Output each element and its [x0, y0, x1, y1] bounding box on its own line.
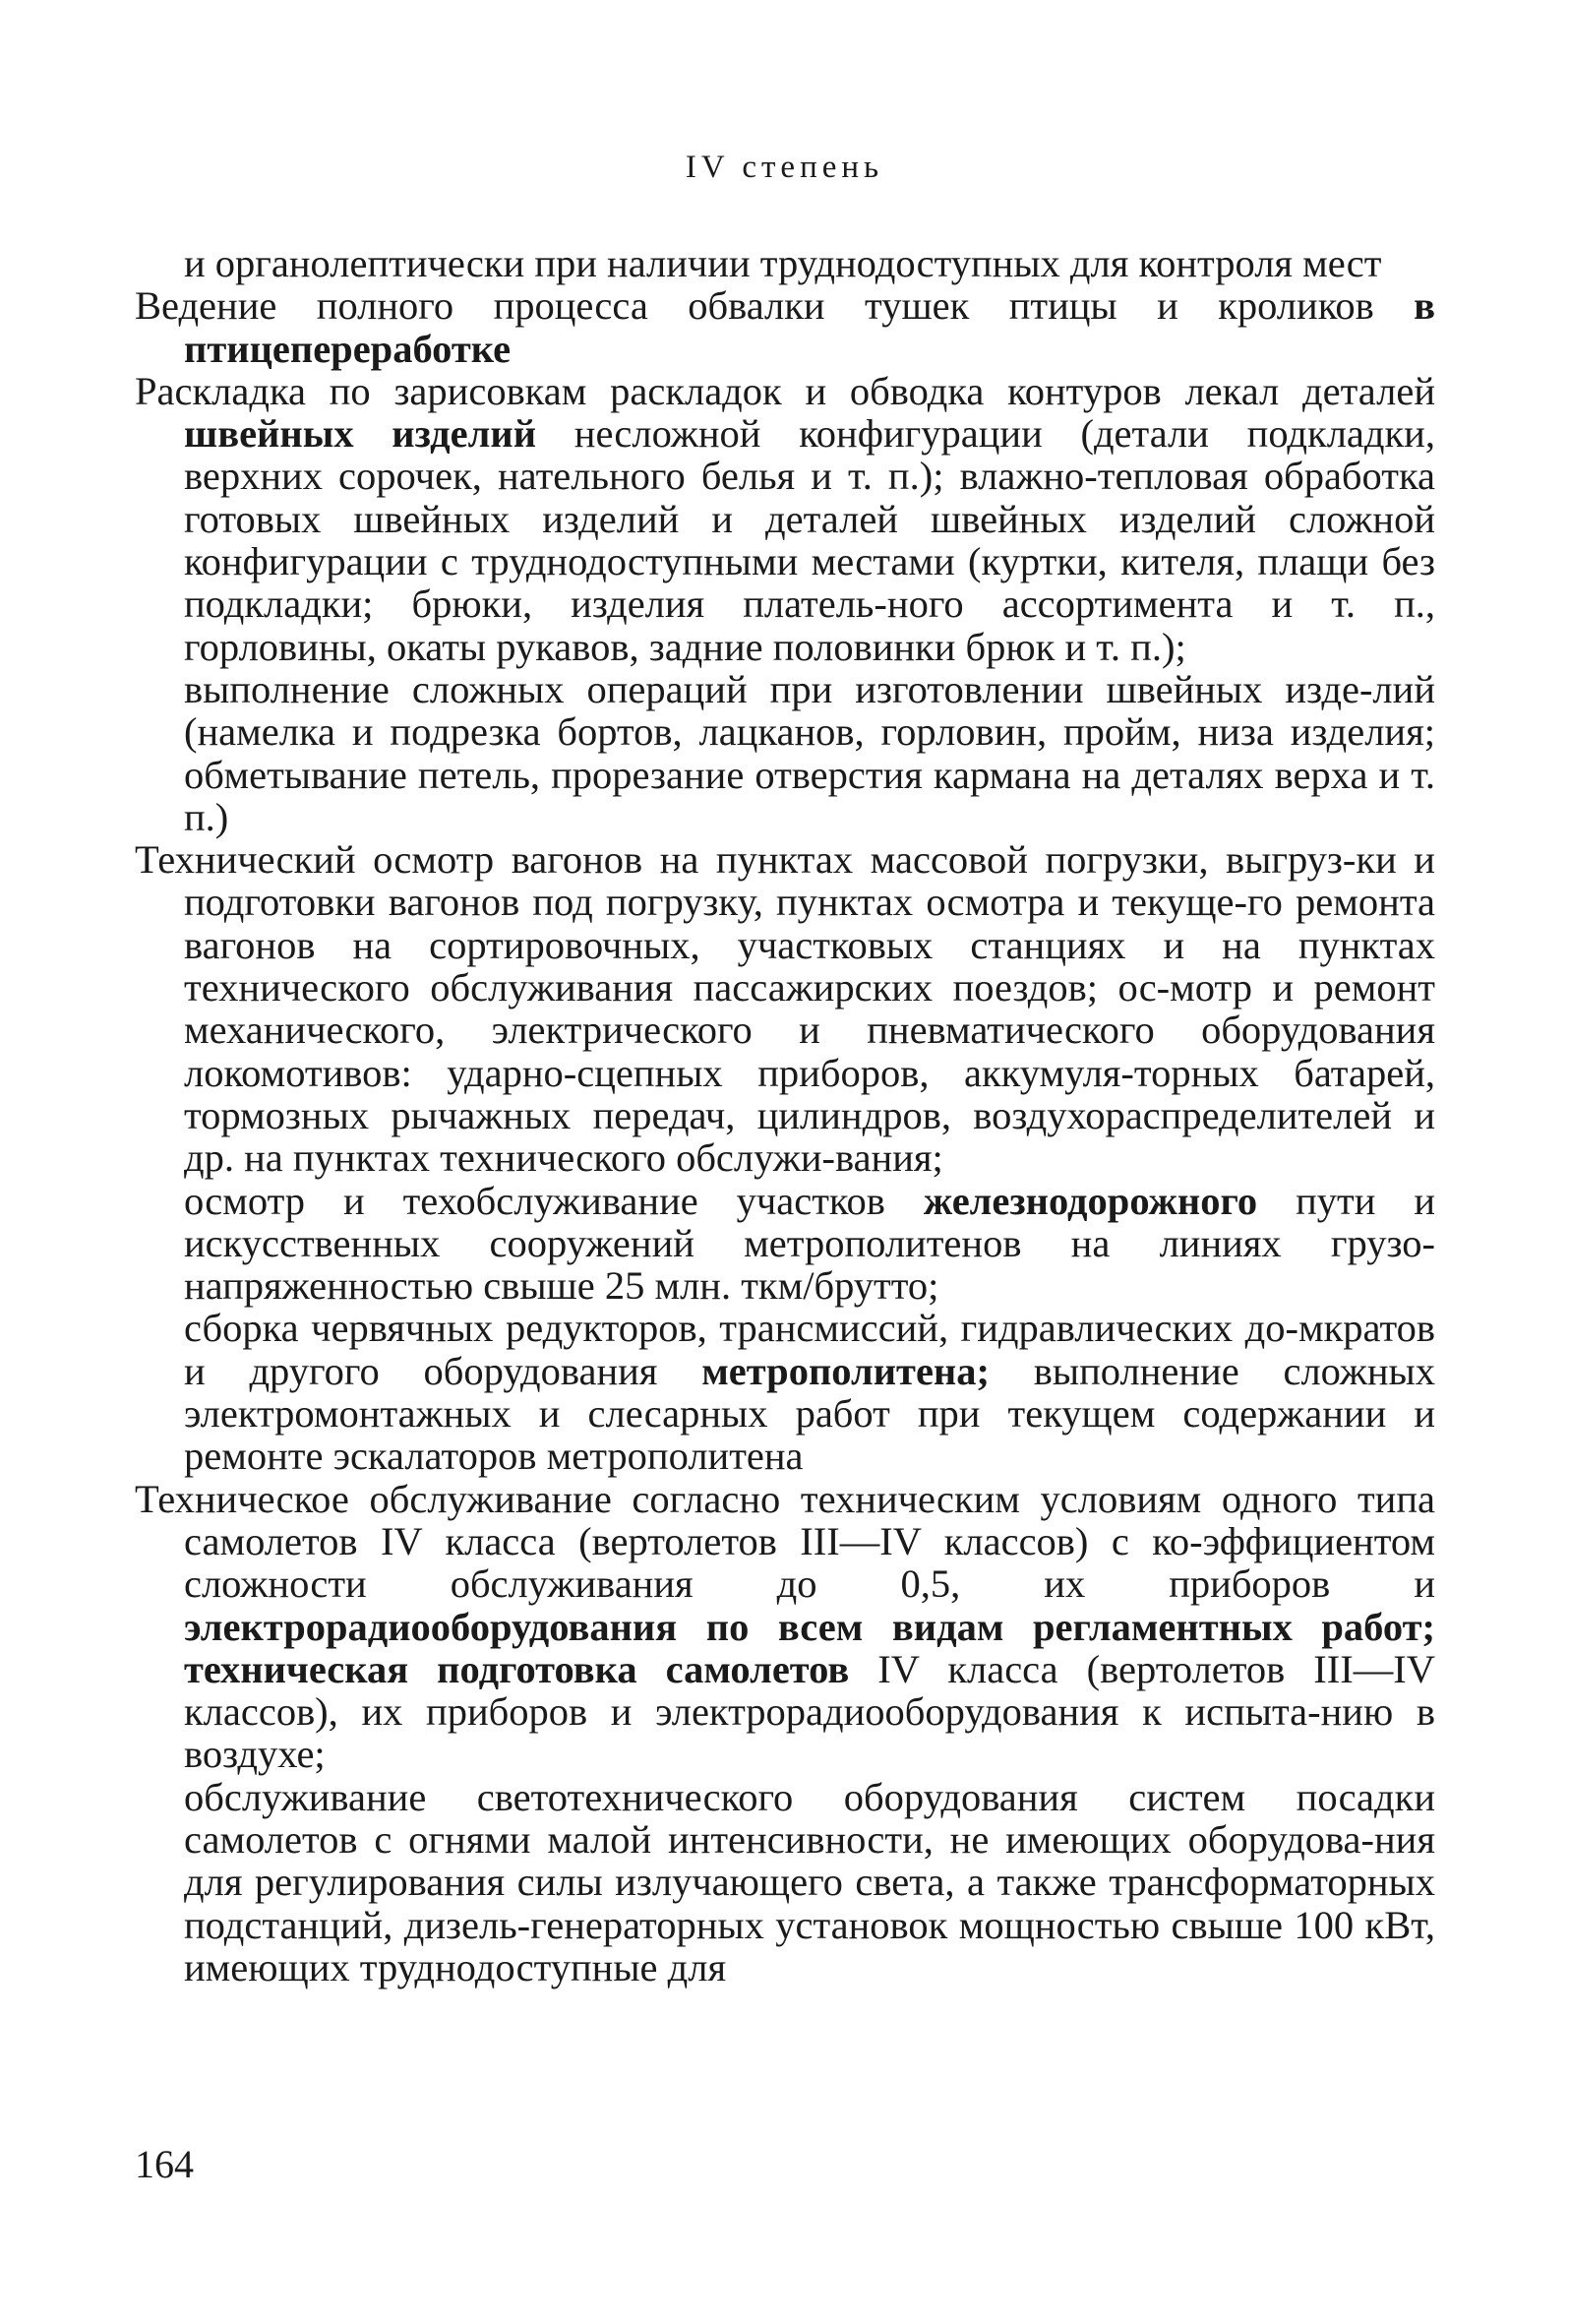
sub-paragraph [135, 668, 1435, 838]
text-run: выполнение сложных операций при изготовлении швейных изде-лий (намелка и подрезка бортов, лацканов, горловин, пройм, низа изделия; обметывание петель, прорезание отверстия кармана на деталях верха и т. п.) [184, 666, 1435, 839]
bold-text-run: метрополитена; [701, 1348, 990, 1393]
bold-text-run: швейных изделий [184, 411, 537, 457]
text-run: сборка червячных редукторов, трансмиссий, гидравлических до-мкратов и другого оборудования [184, 1306, 1435, 1393]
bold-text-run: в птицепереработке [184, 283, 1435, 371]
text-run: пути и искусственных сооружений метрополитенов на линиях грузо-напряженностью свыше 25 млн. ткм/брутто; [184, 1178, 1435, 1309]
page-number: 164 [135, 2142, 194, 2186]
text-run: обслуживание светотехнического оборудования систем посадки самолетов с огнями малой интенсивности, не имеющих оборудова-ния для регулирования силы излучающего света, а также трансформаторных подстанций, дизель-генераторных установок мощностью свыше 100 кВт, имеющих труднодоступные для [184, 1774, 1435, 1989]
sub-paragraph [135, 1180, 1435, 1308]
text-run: Ведение полного процесса обвалки тушек птицы и кроликов [135, 283, 1415, 329]
document-body [135, 242, 1435, 1988]
text-run: IV класса (вертолетов III—IV классов), их приборов и электрорадиооборудования к испыта-нию в воздухе; [184, 1646, 1436, 1777]
text-run: Технический осмотр вагонов на пунктах массовой погрузки, выгруз-ки и подготовки вагонов под погрузку, пунктах осмотра и текуще-го ремонта вагонов на сортировочных, участковых станциях и на пунктах технического обслуживания пассажирских поездов; ос-мотр и ремонт механического, электрического и пневматического оборудования локомотивов: ударно-сцепных приборов, аккумуля-торных батарей, тормозных рычажных передач, цилиндров, воздухораспределителей и др. на пунктах технического обслужи-вания; [135, 837, 1435, 1181]
entry-paragraph [135, 1478, 1435, 1776]
text-run: Техническое обслуживание согласно техническим условиям одного типа самолетов IV класса (вертолетов III—IV классов) с ко-эффициентом сложности обслуживания до 0,5, их приборов и [135, 1476, 1435, 1607]
text-run: несложной конфигурации (детали подкладки, верхних сорочек, нательного белья и т. п.); влажно-тепловая обработка готовых швейных изделий и деталей швейных изделий сложной конфигурации с труднодоступными местами (куртки, кителя, плащи без подкладки; брюки, изделия платель-ного ассортимента и т. п., горловины, окаты рукавов, задние половинки брюк и т. п.); [184, 411, 1435, 669]
sub-paragraph [135, 1307, 1435, 1477]
entry-paragraph [135, 370, 1435, 668]
text-run: осмотр и техобслуживание участков [184, 1178, 924, 1223]
text-run: выполнение сложных электромонтажных и слесарных работ при текущем содержании и ремонте эскалаторов метрополитена [184, 1348, 1436, 1479]
bold-text-run: электрорадиооборудования по всем видам регламентных работ; техническая подготовка самолетов [184, 1604, 1435, 1691]
text-run: Раскладка по зарисовкам раскладок и обводка контуров лекал деталей [135, 368, 1435, 413]
entry-paragraph [135, 284, 1435, 370]
sub-paragraph [135, 1776, 1435, 1988]
bold-text-run: железнодорожного [923, 1178, 1258, 1223]
entries-list [135, 284, 1435, 1988]
running-header: IV степень [685, 150, 884, 185]
entry-paragraph [135, 838, 1435, 1179]
continuation-paragraph: и органолептически при наличии труднодоступных для контроля мест [184, 241, 1382, 285]
